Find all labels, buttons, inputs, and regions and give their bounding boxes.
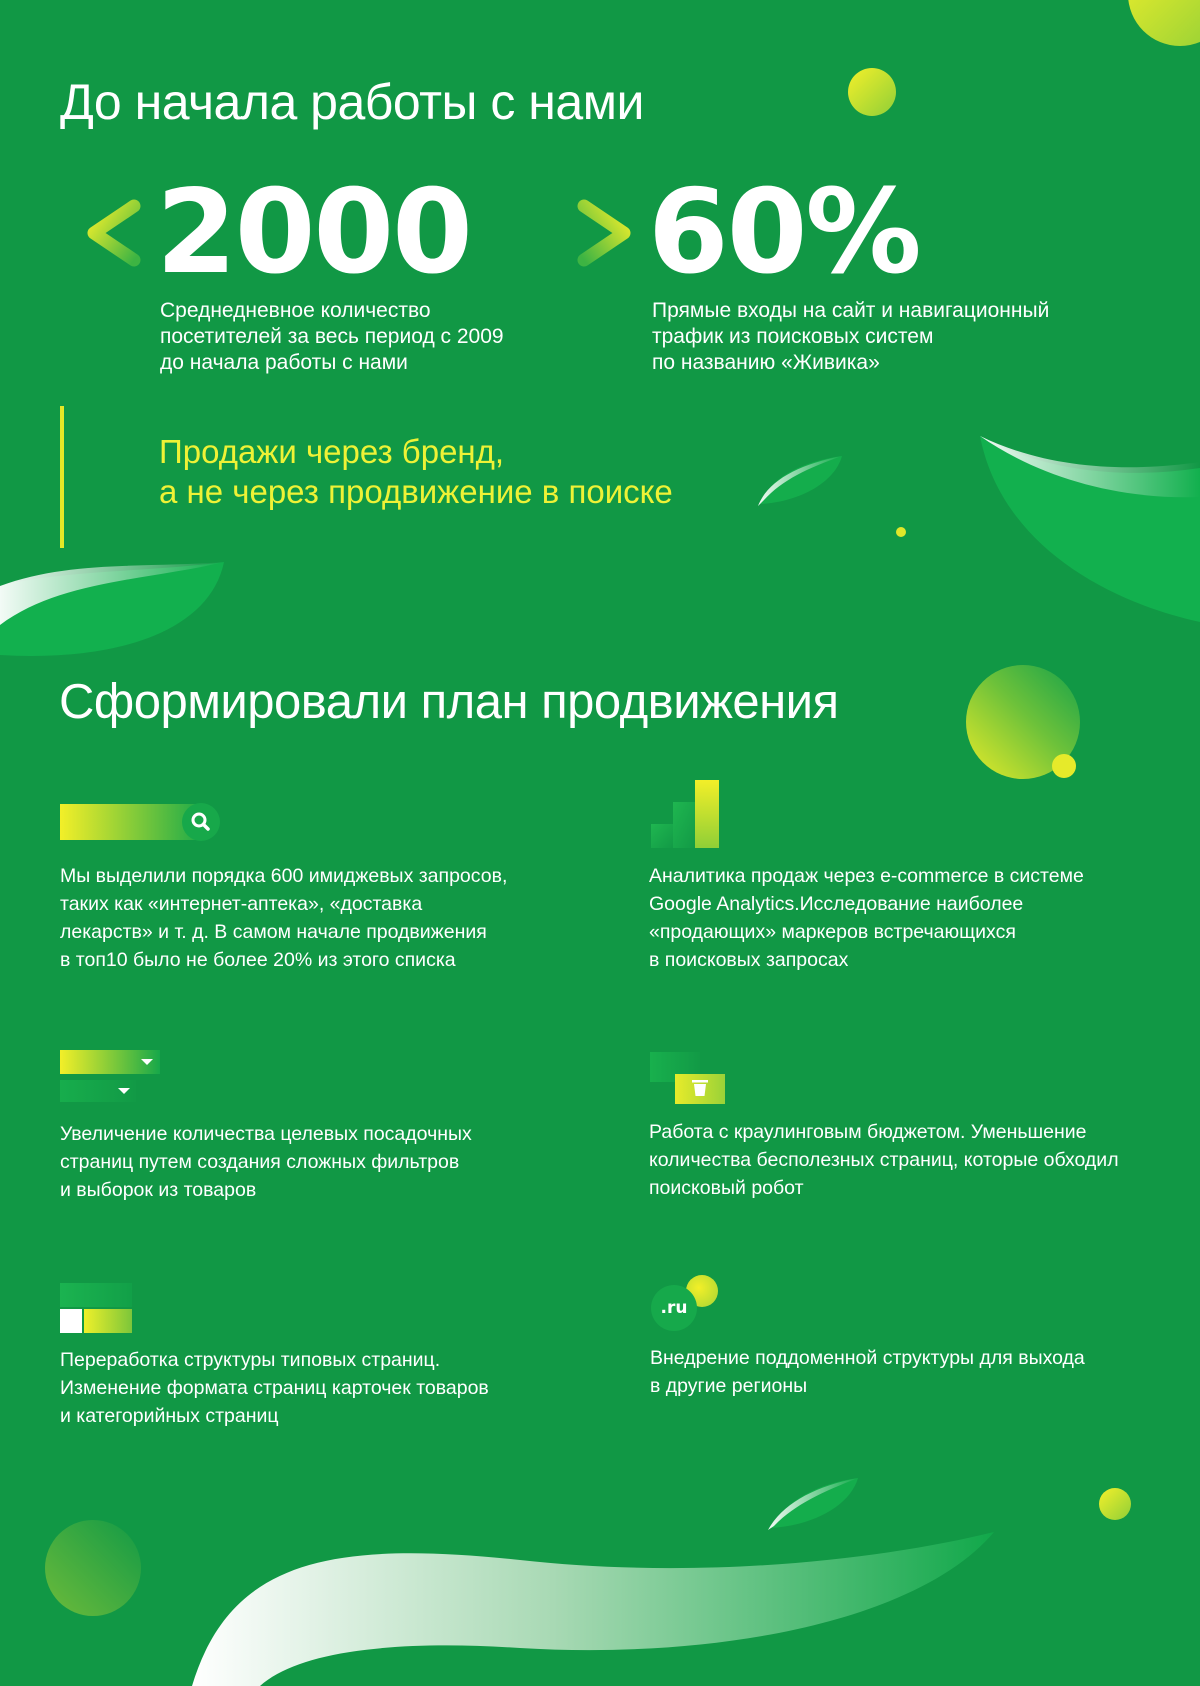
domain-badge (651, 1285, 697, 1331)
greater-than-icon (576, 198, 636, 268)
plan-item-text: Увеличение количества целевых посадочных страниц путем создания сложных фильтров и выборок из товаров (60, 1123, 472, 1201)
domain-ru-icon (651, 1275, 721, 1335)
stat-value-60-percent: 60% (648, 165, 920, 300)
filter-dropdown-icon (60, 1050, 164, 1104)
plan-item-text: Переработка структуры типовых страниц. Изменение формата страниц карточек товаров и категорийных страниц (60, 1349, 489, 1427)
less-than-icon (82, 198, 142, 268)
domain-label: .ru (660, 1298, 688, 1318)
search-bar-icon (60, 802, 222, 842)
stat-value-2000: 2000 (156, 165, 471, 300)
stat-description: Прямые входы на сайт и навигационный трафик из поисковых систем по названию «Живика» (652, 299, 1050, 374)
page-layout-icon (60, 1283, 134, 1335)
brand-quote: Продажи через бренд, а не через продвижение в поиске (159, 433, 673, 510)
plan-item-text: Мы выделили порядка 600 имиджевых запросов, таких как «интернет-аптека», «доставка лекарств» и т. д. В самом начале продвижения в топ10 было не более 20% из этого списка (60, 865, 508, 971)
quote-accent-bar (60, 406, 64, 548)
trash-icon (650, 1052, 726, 1106)
bar-chart-icon (651, 780, 723, 850)
plan-item-text: Внедрение поддоменной структуры для выхода в другие регионы (650, 1347, 1085, 1397)
plan-item-text: Работа с краулинговым бюджетом. Уменьшение количества бесполезных страниц, которые обходил поисковый робот (649, 1121, 1119, 1199)
section2-title: Сформировали план продвижения (59, 675, 839, 729)
stat-description: Среднедневное количество посетителей за весь период с 2009 до начала работы с нами (160, 299, 504, 374)
plan-item-text: Аналитика продаж через e-commerce в системе Google Analytics.Исследование наиболее «продающих» маркеров встречающихся в поисковых запросах (649, 865, 1084, 971)
section1-title: До начала работы с нами (60, 74, 644, 130)
